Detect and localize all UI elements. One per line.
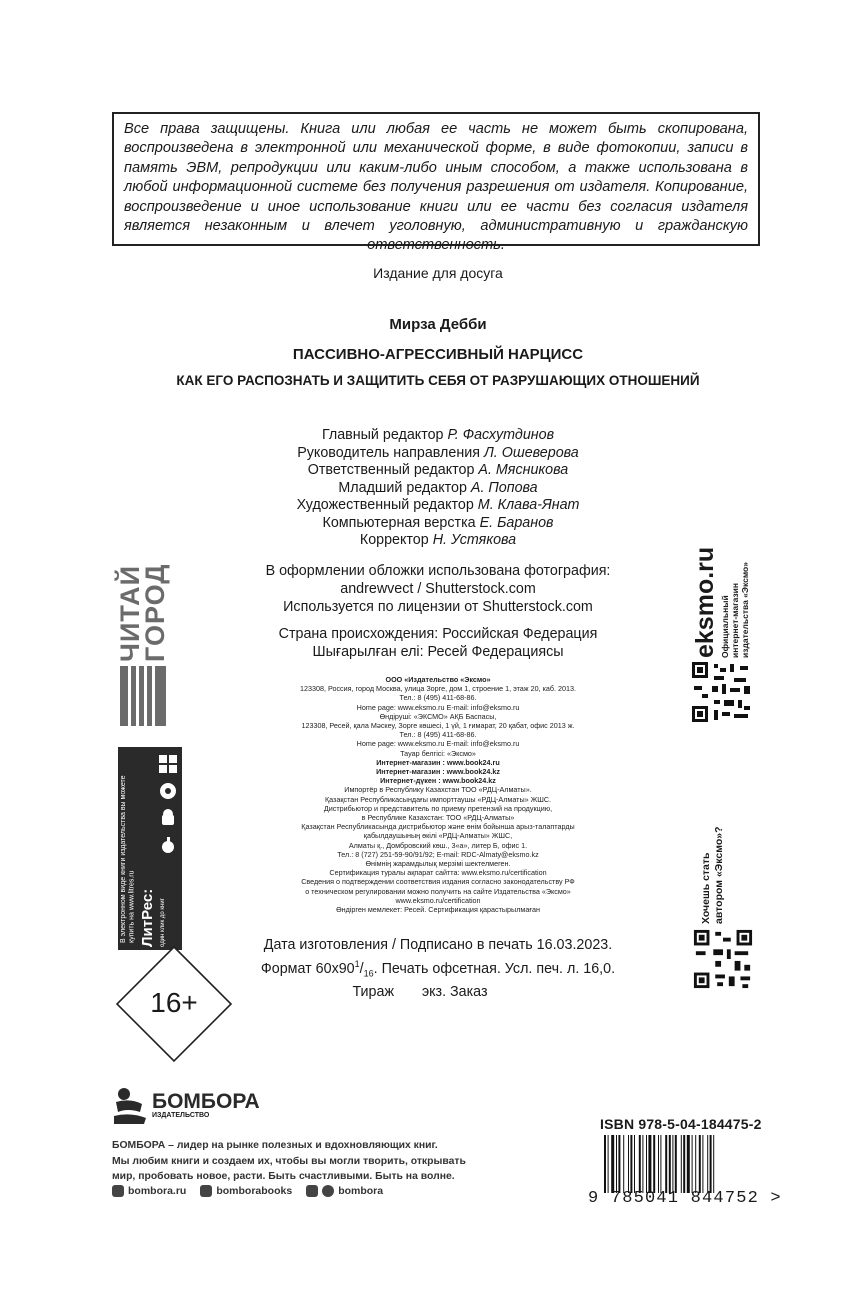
legal-line: Тел.: 8 (727) 251-59-90/91/92; E-mail: RDC-Almaty@eksmo.kz <box>337 849 539 859</box>
chitai-gorod-logo <box>115 538 170 728</box>
windows-icon <box>158 753 178 775</box>
country-of-origin: Страна происхождения: Российская Федерация Шығарылған елі: Ресей Федерациясы <box>278 626 598 660</box>
credit-line: Ответственный редактор А. Мясникова <box>307 462 569 478</box>
legal-line: Қазақстан Республикасындағы импорттаушы «РДЦ-Алматы» ЖШС. <box>324 794 552 804</box>
apple-icon <box>158 834 178 856</box>
legal-line: Тел.: 8 (495) 411-68-86. <box>399 730 477 740</box>
legal-line: 123308, Ресей, қала Мәскеу, Зорге көшесі, 1 үй, 1 ғимарат, 20 қабат, офис 2013 ж. <box>301 721 575 731</box>
legal-line: Алматы қ., Домбровский көш., 3«а», литер Б, офис 1. <box>348 840 528 850</box>
legal-line: www.eksmo.ru/certification <box>395 895 481 905</box>
book-title: ПАССИВНО-АГРЕССИВНЫЙ НАРЦИСС <box>292 346 584 363</box>
youtube-telegram-link[interactable]: bombora <box>306 1185 383 1197</box>
legal-line: Тауар белгісі: «Эксмо» <box>400 748 476 758</box>
barcode-digits: 9 785041 844752 > <box>588 1189 782 1208</box>
litres-promo: В электронном виде книги издательства вы можете купить на www.litres.ru <box>120 775 136 943</box>
cover-photo-credits: В оформлении обложки использована фотография: andrewvect / Shutterstock.com Используется по лицензии от Shutterstock.com <box>265 563 611 615</box>
website-link[interactable]: bombora.ru <box>112 1185 186 1197</box>
edition-type: Издание для досуга <box>373 265 503 281</box>
legal-line: Home page: www.eksmo.ru E-mail: info@eksmo.ru <box>356 702 520 712</box>
legal-line: Сертификация туралы ақпарат сайтта: www.eksmo.ru/certification <box>329 868 547 878</box>
credit-line: Руководитель направления Л. Ошеверова <box>297 444 579 461</box>
isbn: ISBN 978-5-04-184475-2 <box>600 1116 762 1132</box>
legal-line: в Республике Казахстан: ТОО «РДЦ-Алматы» <box>361 813 515 823</box>
vk-icon <box>200 1185 212 1197</box>
author-name: Мирза Дебби <box>389 316 487 333</box>
legal-line: Интернет-дүкен : www.book24.kz <box>380 776 496 786</box>
eksmo-site[interactable]: eksmo.ru <box>691 546 719 658</box>
legal-line: Өндіруші: «ЭКСМО» АҚБ Баспасы, <box>379 711 497 721</box>
legal-line: Сведения о подтверждении соответствия издания согласно законодательству РФ <box>301 877 575 887</box>
credit-line: Главный редактор Р. Фасхутдинов <box>321 427 555 443</box>
legal-line: Интернет-магазин : www.book24.ru <box>376 757 500 767</box>
become-author-text: Хочешь стать автором «Эксмо»? <box>700 826 725 924</box>
chrome-icon <box>158 780 178 802</box>
legal-line: Импортёр в Республику Казахстан ТОО «РДЦ-Алматы». <box>344 785 532 795</box>
age-rating-badge: 16+ <box>114 944 234 1064</box>
legal-line: қабылдаушының өкілі «РДЦ-Алматы» ЖШС, <box>363 831 513 841</box>
bombora-slogan: БОМБОРА – лидер на рынке полезных и вдохновляющих книг. Мы любим книги и создаем их, чтобы вы могли творить, открывать мир, пробовать новое, расти. Быть счастливыми. Быть на волне. <box>112 1140 466 1182</box>
legal-line: Қазақстан Республикасында дистрибьютор және өнім бойынша арыз-талаптарды <box>301 822 575 832</box>
qr-code-icon[interactable] <box>690 660 754 724</box>
credit-line: Компьютерная верстка Е. Баранов <box>322 514 554 531</box>
platform-icons <box>158 753 178 843</box>
book-subtitle: КАК ЕГО РАСПОЗНАТЬ И ЗАЩИТИТЬ СЕБЯ ОТ РАЗРУШАЮЩИХ ОТНОШЕНИЙ <box>176 373 700 388</box>
legal-line: Өнімнің жарамдылық мерзімі шектелмеген. <box>365 859 511 869</box>
eksmo-description: Официальный интернет-магазин издательства «Эксмо» <box>720 562 750 658</box>
legal-line: 123308, Россия, город Москва, улица Зорге, дом 1, строение 1, этаж 20, каб. 2013. <box>300 684 576 694</box>
bombora-logo: БОМБОРА ИЗДАТЕЛЬСТВО <box>112 1086 260 1126</box>
litres-logo: ЛитРес: один клик до книг <box>139 888 166 947</box>
globe-icon <box>112 1185 124 1197</box>
android-icon <box>158 807 178 829</box>
print-info: Дата изготовления / Подписано в печать 16.03.2023. Формат $60х90^1/_{16}$. Печать офсетная. Усл. печ. л. 16,0. Тираж экз. Заказ <box>260 937 616 1000</box>
legal-line: Home page: www.eksmo.ru E-mail: info@eksmo.ru <box>356 739 520 749</box>
legal-imprint <box>250 675 626 914</box>
legal-line: Дистрибьютор и представитель по приему претензий на продукцию, <box>323 803 553 813</box>
author-qr-code-icon[interactable] <box>692 928 754 990</box>
chitai-gorod-text: ЧИТАЙ ГОРОД <box>115 563 170 662</box>
vk-link[interactable]: bomborabooks <box>200 1185 292 1197</box>
credit-line: Младший редактор А. Попова <box>338 479 538 496</box>
copyright-notice: Все права защищены. Книга или любая ее часть не может быть скопирована, воспроизведена в электронной или механической форме, в виде фотокопии, записи в память ЭВМ, репродукции или каким-либо иным способом, а также использована в любой информационной системе без получения разрешения от издателя. Копирование, воспроизведение и иное использование книги или ее части без согласия издателя является незаконным и влечет уголовную, административную и гражданскую ответственность. <box>112 112 760 246</box>
litres-panel <box>118 747 182 950</box>
barcode-icon <box>604 1135 748 1193</box>
legal-line: о техническом регулировании можно получить на сайте Издательства «Эксмо» <box>305 886 571 896</box>
eksmo-promo <box>690 530 760 990</box>
telegram-icon <box>322 1185 334 1197</box>
youtube-icon <box>306 1185 318 1197</box>
legal-line: ООО «Издательство «Эксмо» <box>385 675 491 684</box>
credit-line: Художественный редактор М. Клава-Янат <box>296 497 580 513</box>
legal-line: Тел.: 8 (495) 411-68-86. <box>399 693 477 703</box>
bombora-mascot-icon <box>112 1086 148 1126</box>
legal-line: Интернет-магазин : www.book24.kz <box>376 767 500 777</box>
credit-line: Корректор Н. Устякова <box>359 532 517 548</box>
legal-line: Өндірген мемлекет: Ресей. Сертификация қарастырылмаған <box>336 905 540 915</box>
social-links <box>112 1185 383 1197</box>
